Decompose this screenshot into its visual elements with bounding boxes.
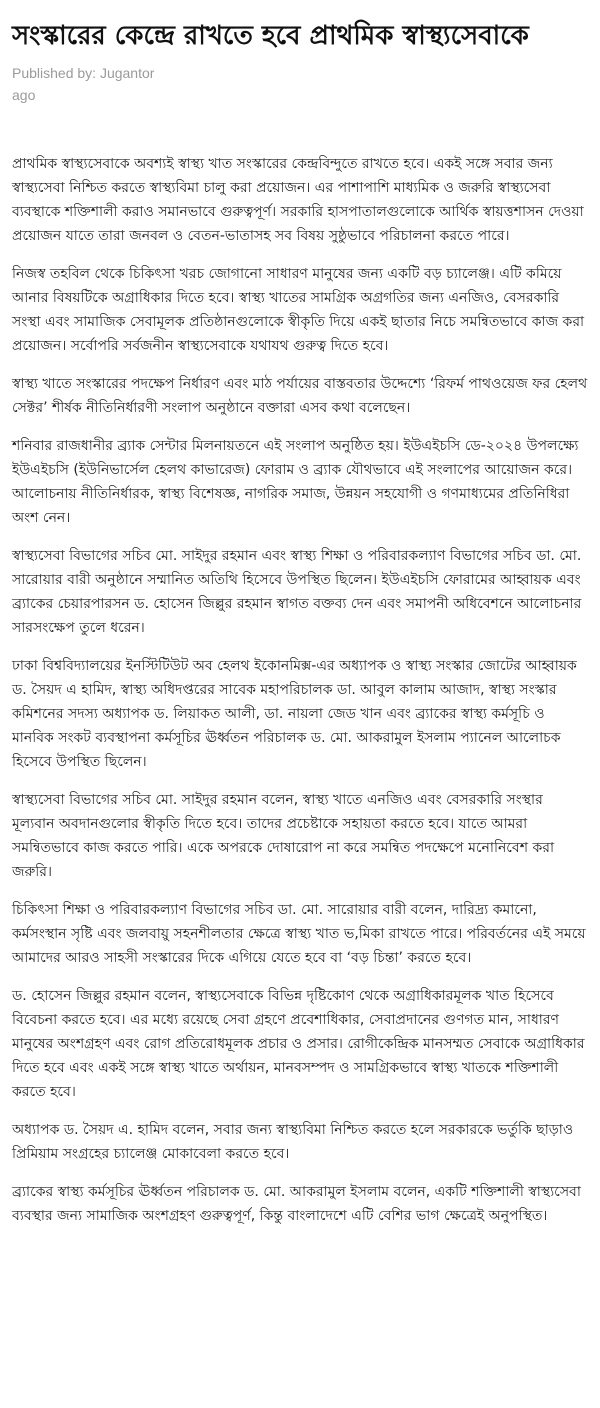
article-paragraph-2: নিজস্ব তহবিল থেকে চিকিৎসা খরচ জোগানো সাধারণ মানুষের জন্য একটি বড় চ্যালেঞ্জ। এটি কমিয়ে আনার বিষয়টিকে অগ্রাধিকার দিতে হবে। স্বাস্থ্য খাতের সামগ্রিক অগ্রগতির জন্য এনজিও, বেসরকারি সংস্থা এবং সামাজিক সেবামূলক প্রতিষ্ঠানগুলোকে স্বীকৃতি দিয়ে একই ছাতার নিচে সমন্বিতভাবে কাজ করা প্রয়োজন। সর্বোপরি সর্বজনীন স্বাস্থ্যসেবাকে যথাযথ গুরুত্ব দিতে হবে। [12, 266, 585, 354]
article-paragraph-4: শনিবার রাজধানীর ব্র্যাক সেন্টার মিলনায়তনে এই সংলাপ অনুষ্ঠিত হয়। ইউএইচসি ডে-২০২৪ উপলক্ষ্যে ইউএইচসি (ইউনিভার্সেল হেলথ কাভারেজ) ফোরাম ও ব্র্যাক যৌথভাবে এই সংলাপের আয়োজন করে। আলোচনায় নীতিনির্ধারক, স্বাস্থ্য বিশেষজ্ঞ, নাগরিক সমাজ, উন্নয়ন সহযোগী ও গণমাধ্যমের প্রতিনিধিরা অংশ নেন। [12, 438, 579, 526]
article-time: ago [12, 87, 36, 103]
article-paragraph-5: স্বাস্থ্যসেবা বিভাগের সচিব মো. সাইদুর রহমান এবং স্বাস্থ্য শিক্ষা ও পরিবারকল্যাণ বিভাগের সচিব ডা. মো. সারোয়ার বারী অনুষ্ঠানে সম্মানিত অতিথি হিসেবে উপস্থিত ছিলেন। ইউএইচসি ফোরামের আহ্বায়ক এবং ব্র্যাকের চেয়ারপারসন ড. হোসেন জিল্লুর রহমান স্বাগত বক্তব্য দেন এবং সমাপনী অধিবেশনে আলোচনার সারসংক্ষেপ তুলে ধরেন। [12, 548, 582, 636]
article-byline: Published by: Jugantor [12, 65, 155, 81]
article-paragraph-9: ড. হোসেন জিল্লুর রহমান বলেন, স্বাস্থ্যসেবাকে বিভিন্ন দৃষ্টিকোণ থেকে অগ্রাধিকারমূলক খাত হিসেবে বিবেচনা করতে হবে। এর মধ্যে রয়েছে সেবা গ্রহণে প্রবেশাধিকার, সেবাপ্রদানের গুণগত মান, সাধারণ মানুষের অংশগ্রহণ এবং রোগ প্রতিরোধমূলক প্রচার ও প্রসার। রোগীকেন্দ্রিক মানসম্মত সেবাকে অগ্রাধিকার দিতে হবে এবং একই সঙ্গে স্বাস্থ্য খাতে অর্থায়ন, মানবসম্পদ ও সামগ্রিকভাবে স্বাস্থ্য খাতকে শক্তিশালী করতে হবে। [12, 988, 585, 1100]
article-paragraph-1: প্রাথমিক স্বাস্থ্যসেবাকে অবশ্যই স্বাস্থ্য খাত সংস্কারের কেন্দ্রবিন্দুতে রাখতে হবে। একই সঙ্গে সবার জন্য স্বাস্থ্যসেবা নিশ্চিত করতে স্বাস্থ্যবিমা চালু করা প্রয়োজন। এর পাশাপাশি মাধ্যমিক ও জরুরি স্বাস্থ্যসেবা ব্যবস্থাকে শক্তিশালী করাও সমানভাবে গুরুত্বপূর্ণ। সরকারি হাসপাতালগুলোকে আর্থিক স্বায়ত্তশাসন দেওয়া প্রয়োজন যাতে তারা জনবল ও বেতন-ভাতাসহ সব বিষয় সুষ্ঠুভাবে পরিচালনা করতে পারে। [12, 156, 584, 244]
article-body [0, 106, 600, 1228]
article-headline: সংস্কারের কেন্দ্রে রাখতে হবে প্রাথমিক স্বাস্থ্যসেবাকে [12, 21, 529, 51]
article-paragraph-3: স্বাস্থ্য খাতে সংস্কারের পদক্ষেপ নির্ধারণ এবং মাঠ পর্যায়ের বাস্তবতার উদ্দেশ্যে ‘রিফর্ম পাথওয়েজ ফর হেলথ সেক্টর’ শীর্ষক নীতিনির্ধারণী সংলাপ অনুষ্ঠানে বক্তারা এসব কথা বলেছেন। [12, 376, 588, 416]
article-paragraph-11: ব্র্যাকের স্বাস্থ্য কর্মসূচির ঊর্ধ্বতন পরিচালক ড. মো. আকরামুল ইসলাম বলেন, একটি শক্তিশালী স্বাস্থ্যসেবা ব্যবস্থার জন্য সামাজিক অংশগ্রহণ গুরুত্বপূর্ণ, কিন্তু বাংলাদেশে এটি বেশির ভাগ ক্ষেত্রেই অনুপস্থিত। [12, 1184, 581, 1224]
article-paragraph-6: ঢাকা বিশ্ববিদ্যালয়ের ইনস্টিটিউট অব হেলথ ইকোনমিক্স-এর অধ্যাপক ও স্বাস্থ্য সংস্কার জোটের আহ্বায়ক ড. সৈয়দ এ হামিদ, স্বাস্থ্য অধিদপ্তরের সাবেক মহাপরিচালক ডা. আবুল কালাম আজাদ, স্বাস্থ্য সংস্কার কমিশনের সদস্য অধ্যাপক ড. লিয়াকত আলী, ডা. নায়লা জেড খান এবং ব্র্যাকের স্বাস্থ্য কর্মসূচি ও মানবিক সংকট ব্যবস্থাপনা কর্মসূচির ঊর্ধ্বতন পরিচালক ড. মো. আকরামুল ইসলাম প্যানেল আলোচক হিসেবে উপস্থিত ছিলেন। [12, 658, 577, 770]
article-meta [0, 54, 600, 106]
article-paragraph-8: চিকিৎসা শিক্ষা ও পরিবারকল্যাণ বিভাগের সচিব ডা. মো. সারোয়ার বারী বলেন, দারিদ্র্য কমানো, কর্মসংস্থান সৃষ্টি এবং জলবায়ু সহনশীলতার ক্ষেত্রে স্বাস্থ্য খাত ভ‚মিকা রাখতে পারে। পরিবর্তনের এই সময়ে আমাদের আরও সাহসী সংস্কারের দিকে এগিয়ে যেতে হবে বা ‘বড় চিন্তা’ করতে হবে। [12, 902, 586, 966]
article-paragraph-7: স্বাস্থ্যসেবা বিভাগের সচিব মো. সাইদুর রহমান বলেন, স্বাস্থ্য খাতে এনজিও এবং বেসরকারি সংস্থার মূল্যবান অবদানগুলোর স্বীকৃতি দিতে হবে। তাদের প্রচেষ্টাকে সহায়তা করতে হবে। যাতে আমরা সমন্বিতভাবে কাজ করতে পারি। একে অপরকে দোষারোপ না করে সমন্বিত পদক্ষেপে মনোনিবেশ করা জরুরি। [12, 792, 555, 880]
article-paragraph-10: অধ্যাপক ড. সৈয়দ এ. হামিদ বলেন, সবার জন্য স্বাস্থ্যবিমা নিশ্চিত করতে হলে সরকারকে ভর্তুকি ছাড়াও প্রিমিয়াম সংগ্রহের চ্যালেঞ্জ মোকাবেলা করতে হবে। [12, 1122, 574, 1162]
